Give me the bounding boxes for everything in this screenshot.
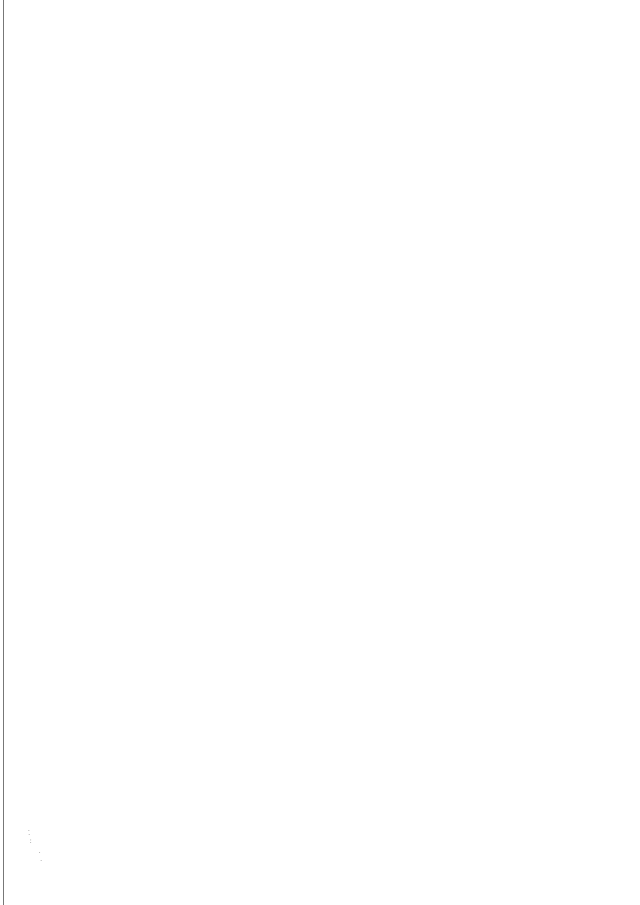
page-left-edge <box>3 0 4 905</box>
scan-specks: . · : · . <box>28 825 42 863</box>
